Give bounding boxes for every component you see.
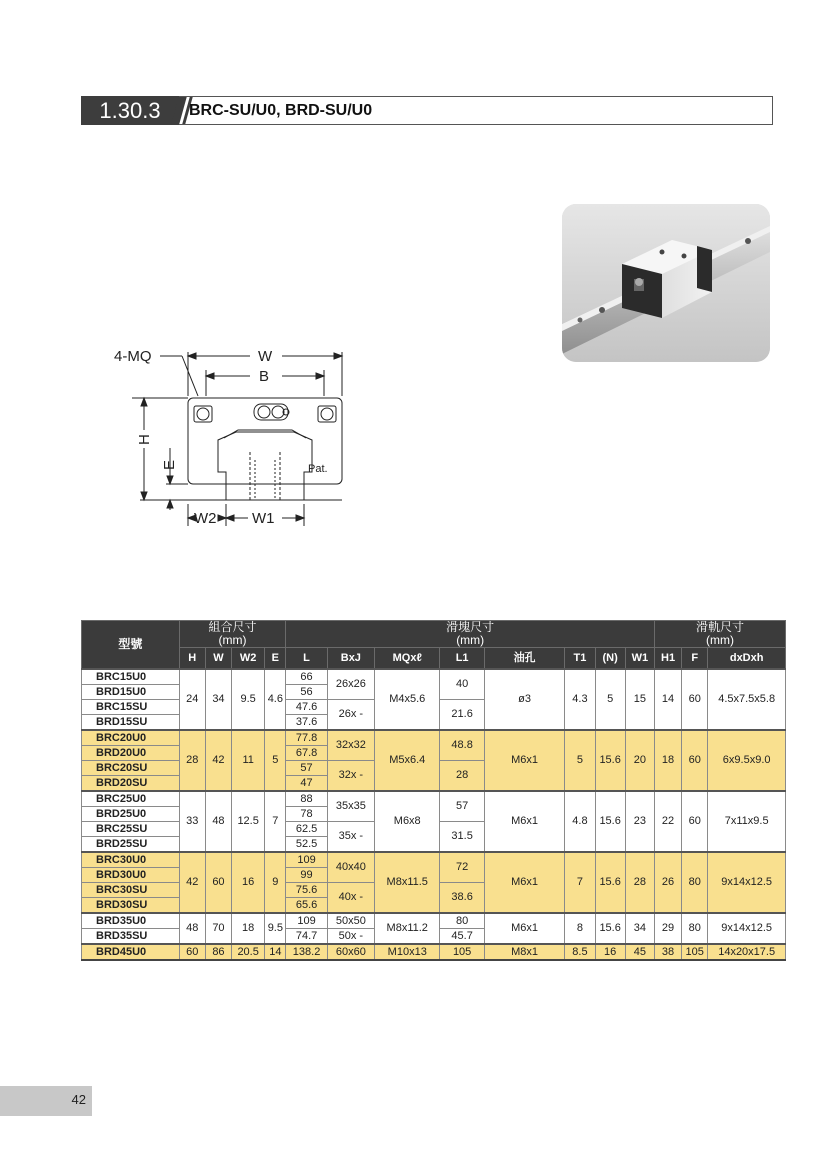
model-cell: BRC25SU (82, 822, 180, 837)
cell-bxj: 50x50 (327, 913, 374, 929)
col-w1: W1 (625, 648, 654, 670)
cell-dxdxh: 4.5x7.5x5.8 (708, 669, 786, 730)
col-w2: W2 (232, 648, 265, 670)
cell-w1: 23 (625, 791, 654, 852)
cell-l: 78 (286, 807, 327, 822)
model-cell: BRD15SU (82, 715, 180, 731)
cell-f: 60 (682, 669, 708, 730)
model-cell: BRC20SU (82, 761, 180, 776)
cell-w: 42 (205, 730, 231, 791)
cell-h1: 38 (654, 944, 681, 960)
cell-l: 67.8 (286, 746, 327, 761)
cell-oil: ø3 (484, 669, 565, 730)
cell-l: 88 (286, 791, 327, 807)
cell-w: 70 (205, 913, 231, 944)
col-dxdxh: dxDxh (708, 648, 786, 670)
table-row (82, 913, 786, 929)
cell-w1: 15 (625, 669, 654, 730)
cell-l: 65.6 (286, 898, 327, 914)
cell-e: 7 (265, 791, 286, 852)
cell-w2: 11 (232, 730, 265, 791)
cell-mq: M10x13 (375, 944, 440, 960)
cell-e: 4.6 (265, 669, 286, 730)
cell-h: 48 (179, 913, 205, 944)
cell-n: 16 (595, 944, 625, 960)
label-e: E (161, 459, 178, 470)
model-cell: BRC30SU (82, 883, 180, 898)
col-h1: H1 (654, 648, 681, 670)
cell-w1: 20 (625, 730, 654, 791)
cell-t1: 7 (565, 852, 595, 913)
cell-f: 80 (682, 913, 708, 944)
cell-bxj: 50x - (327, 929, 374, 945)
model-cell: BRD35SU (82, 929, 180, 945)
col-model: 型號 (82, 621, 180, 670)
col-h: H (179, 648, 205, 670)
cell-l: 47 (286, 776, 327, 792)
model-cell: BRC15U0 (82, 669, 180, 685)
page-number-tab (0, 1086, 92, 1116)
cell-dxdxh: 9x14x12.5 (708, 852, 786, 913)
cell-bxj: 26x - (327, 700, 374, 731)
cell-e: 9.5 (265, 913, 286, 944)
table-row (82, 669, 786, 685)
product-photo (562, 204, 770, 362)
cell-h: 24 (179, 669, 205, 730)
cell-bxj: 32x - (327, 761, 374, 792)
spec-table (81, 620, 786, 961)
cell-oil: M6x1 (484, 852, 565, 913)
table-row (82, 730, 786, 746)
cell-t1: 4.3 (565, 669, 595, 730)
section-header (81, 96, 773, 125)
col-w: W (205, 648, 231, 670)
table-row (82, 852, 786, 868)
cell-w2: 12.5 (232, 791, 265, 852)
model-cell: BRD30SU (82, 898, 180, 914)
cell-l: 99 (286, 868, 327, 883)
label-h: H (136, 434, 153, 445)
cell-oil: M8x1 (484, 944, 565, 960)
cell-h1: 26 (654, 852, 681, 913)
cell-l: 109 (286, 913, 327, 929)
cell-e: 14 (265, 944, 286, 960)
label-4-mq: 4-MQ (114, 348, 152, 365)
cell-t1: 8.5 (565, 944, 595, 960)
cell-mq: M8x11.5 (375, 852, 440, 913)
cell-w: 86 (205, 944, 231, 960)
cell-f: 60 (682, 730, 708, 791)
cell-l: 56 (286, 685, 327, 700)
model-cell: BRD25SU (82, 837, 180, 853)
cell-dxdxh: 9x14x12.5 (708, 913, 786, 944)
group-combo: 組合尺寸 (mm) (179, 621, 286, 648)
cell-l1: 40 (440, 669, 484, 700)
cell-h: 28 (179, 730, 205, 791)
cell-t1: 8 (565, 913, 595, 944)
col-oil: 油孔 (484, 648, 565, 670)
model-cell: BRD35U0 (82, 913, 180, 929)
cell-w1: 45 (625, 944, 654, 960)
cell-oil: M6x1 (484, 791, 565, 852)
cell-bxj: 40x40 (327, 852, 374, 883)
cell-l1: 105 (440, 944, 484, 960)
cell-l: 75.6 (286, 883, 327, 898)
page-number: 42 (71, 1092, 86, 1107)
cell-mq: M5x6.4 (375, 730, 440, 791)
cell-l: 62.5 (286, 822, 327, 837)
cell-t1: 4.8 (565, 791, 595, 852)
cell-dxdxh: 14x20x17.5 (708, 944, 786, 960)
cell-n: 15.6 (595, 791, 625, 852)
cell-oil: M6x1 (484, 913, 565, 944)
col-n: (N) (595, 648, 625, 670)
group-rail: 滑軌尺寸 (mm) (654, 621, 785, 648)
col-e: E (265, 648, 286, 670)
cell-h1: 18 (654, 730, 681, 791)
cell-l1: 45.7 (440, 929, 484, 945)
cell-w: 60 (205, 852, 231, 913)
cell-l: 57 (286, 761, 327, 776)
col-f: F (682, 648, 708, 670)
block-cross-section (110, 340, 360, 530)
cell-e: 9 (265, 852, 286, 913)
cell-f: 80 (682, 852, 708, 913)
label-b: B (259, 368, 270, 385)
col-l1: L1 (440, 648, 484, 670)
table-row (82, 791, 786, 807)
cell-l: 66 (286, 669, 327, 685)
section-title: BRC-SU/U0, BRD-SU/U0 (189, 102, 373, 119)
cell-l1: 38.6 (440, 883, 484, 914)
model-cell: BRC20U0 (82, 730, 180, 746)
cell-e: 5 (265, 730, 286, 791)
col-l: L (286, 648, 327, 670)
cell-h1: 14 (654, 669, 681, 730)
cell-f: 60 (682, 791, 708, 852)
cell-bxj: 40x - (327, 883, 374, 914)
cell-n: 15.6 (595, 913, 625, 944)
cell-bxj: 60x60 (327, 944, 374, 960)
cell-w2: 9.5 (232, 669, 265, 730)
cell-w2: 16 (232, 852, 265, 913)
cell-dxdxh: 7x11x9.5 (708, 791, 786, 852)
model-cell: BRC15SU (82, 700, 180, 715)
model-cell: BRD15U0 (82, 685, 180, 700)
cell-t1: 5 (565, 730, 595, 791)
model-cell: BRD30U0 (82, 868, 180, 883)
cell-l: 37.6 (286, 715, 327, 731)
cell-w2: 20.5 (232, 944, 265, 960)
label-w1: W1 (252, 510, 275, 527)
model-cell: BRD45U0 (82, 944, 180, 960)
col-bxj: BxJ (327, 648, 374, 670)
cell-n: 15.6 (595, 852, 625, 913)
cell-l: 74.7 (286, 929, 327, 945)
cell-l: 138.2 (286, 944, 327, 960)
cell-h1: 22 (654, 791, 681, 852)
cell-mq: M8x11.2 (375, 913, 440, 944)
cell-bxj: 35x35 (327, 791, 374, 822)
cell-f: 105 (682, 944, 708, 960)
cell-l1: 21.6 (440, 700, 484, 731)
cell-w1: 28 (625, 852, 654, 913)
label-pat: Pat. (308, 463, 328, 475)
cell-w2: 18 (232, 913, 265, 944)
label-w: W (258, 348, 273, 365)
cell-w: 48 (205, 791, 231, 852)
cell-l1: 57 (440, 791, 484, 822)
cell-bxj: 35x - (327, 822, 374, 853)
cell-dxdxh: 6x9.5x9.0 (708, 730, 786, 791)
cell-mq: M4x5.6 (375, 669, 440, 730)
label-w2: W2 (194, 510, 217, 527)
model-cell: BRD25U0 (82, 807, 180, 822)
col-mq: MQxℓ (375, 648, 440, 670)
cross-section-drawing (110, 340, 360, 530)
cell-h1: 29 (654, 913, 681, 944)
cell-l: 52.5 (286, 837, 327, 853)
linear-guide-image (562, 204, 770, 362)
col-t1: T1 (565, 648, 595, 670)
model-cell: BRC30U0 (82, 852, 180, 868)
cell-l1: 48.8 (440, 730, 484, 761)
group-block: 滑塊尺寸 (mm) (286, 621, 655, 648)
cell-bxj: 26x26 (327, 669, 374, 700)
cell-n: 15.6 (595, 730, 625, 791)
cell-h: 42 (179, 852, 205, 913)
cell-n: 5 (595, 669, 625, 730)
cell-l: 77.8 (286, 730, 327, 746)
cell-l1: 31.5 (440, 822, 484, 853)
cell-w1: 34 (625, 913, 654, 944)
section-number: 1.30.3 (81, 96, 179, 125)
model-cell: BRD20U0 (82, 746, 180, 761)
model-cell: BRD20SU (82, 776, 180, 792)
cell-h: 33 (179, 791, 205, 852)
cell-l1: 28 (440, 761, 484, 792)
cell-l1: 80 (440, 913, 484, 929)
cell-w: 34 (205, 669, 231, 730)
cell-l1: 72 (440, 852, 484, 883)
cell-h: 60 (179, 944, 205, 960)
cell-l: 47.6 (286, 700, 327, 715)
model-cell: BRC25U0 (82, 791, 180, 807)
table-row (82, 944, 786, 960)
cell-bxj: 32x32 (327, 730, 374, 761)
cell-mq: M6x8 (375, 791, 440, 852)
cell-l: 109 (286, 852, 327, 868)
cell-oil: M6x1 (484, 730, 565, 791)
